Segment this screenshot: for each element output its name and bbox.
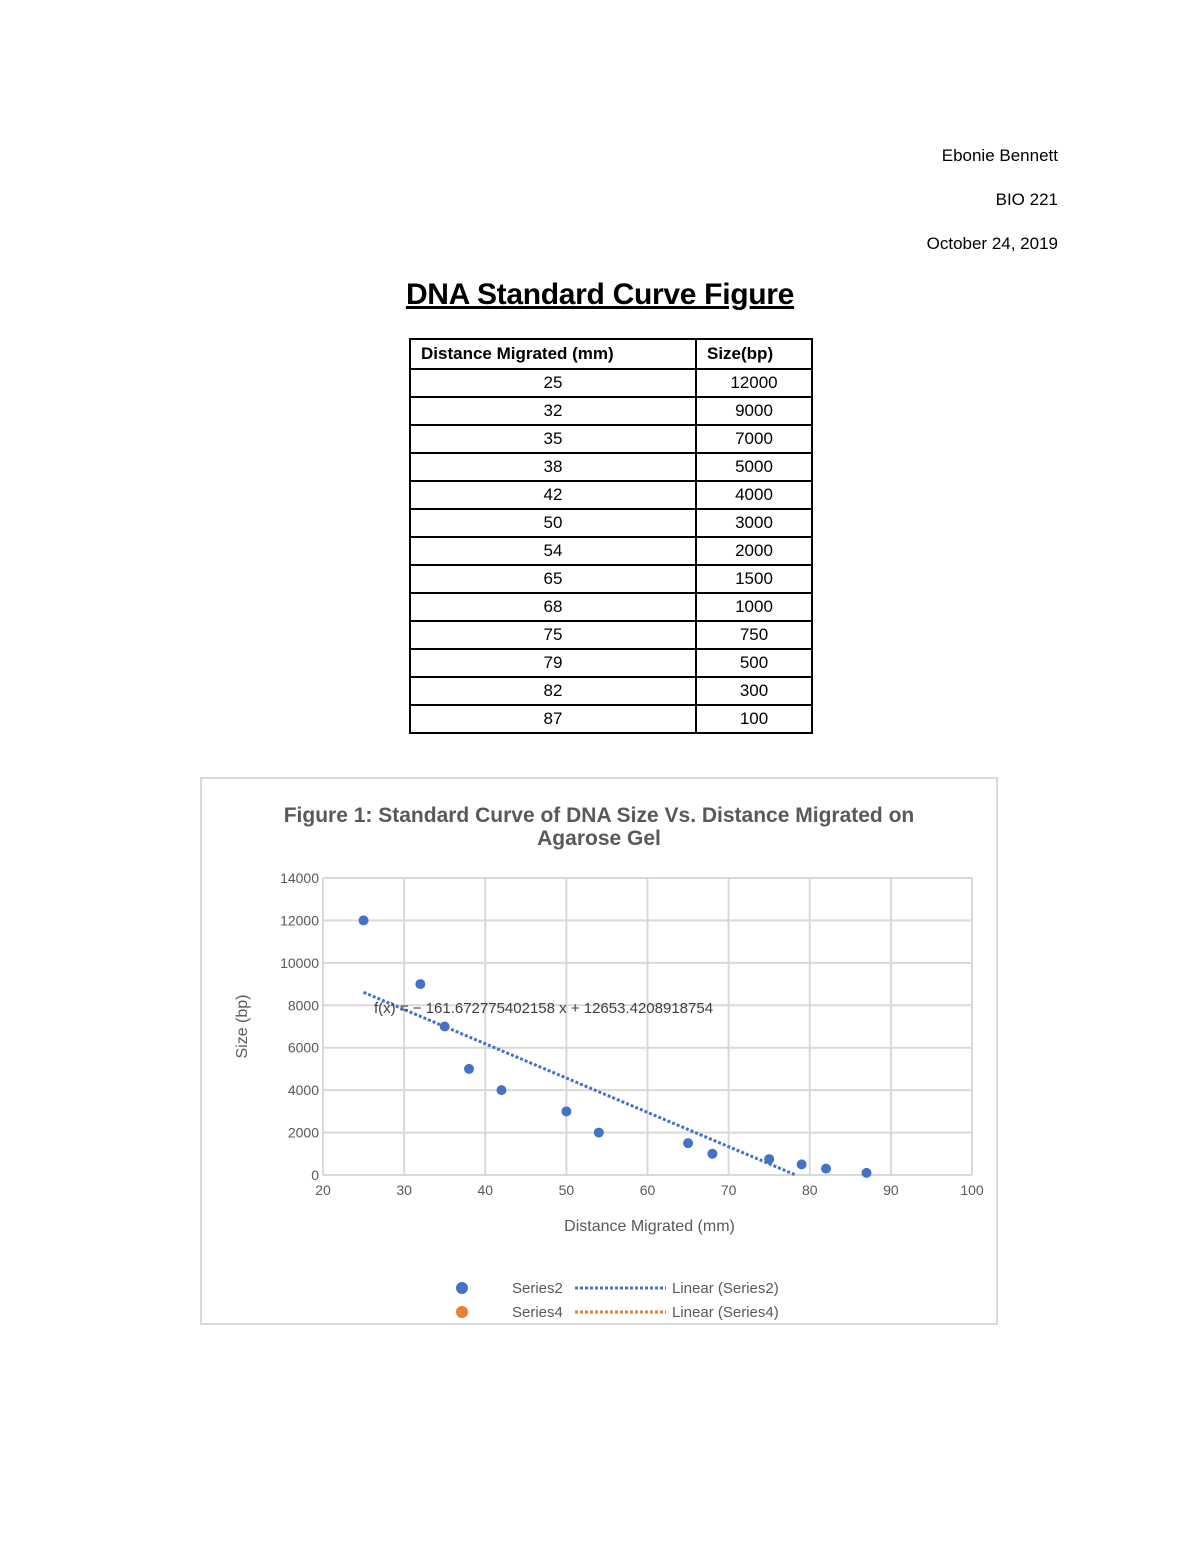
cell-distance: 68 (410, 593, 696, 621)
cell-distance: 42 (410, 481, 696, 509)
x-tick-label: 70 (720, 1182, 737, 1198)
x-axis-label: Distance Migrated (mm) (564, 1218, 735, 1235)
document-date: October 24, 2019 (926, 234, 1058, 253)
x-tick-label: 80 (801, 1182, 818, 1198)
data-point-series2 (764, 1154, 774, 1164)
x-tick-label: 60 (639, 1182, 656, 1198)
legend-label-linear-series2: Linear (Series2) (672, 1280, 779, 1297)
legend-label-linear-series4: Linear (Series4) (672, 1304, 779, 1321)
table-row (410, 649, 812, 677)
data-point-series2 (797, 1159, 807, 1169)
table-row (410, 509, 812, 537)
data-point-series2 (440, 1022, 450, 1032)
y-tick-label: 12000 (280, 912, 319, 929)
table-row (410, 621, 812, 649)
cell-distance: 25 (410, 369, 696, 397)
table-row (410, 593, 812, 621)
cell-distance: 35 (410, 425, 696, 453)
table-row (410, 677, 812, 705)
cell-size: 2000 (696, 537, 812, 565)
y-tick-label: 10000 (280, 954, 319, 971)
trendline-equation: f(x) = − 161.672775402158 x + 12653.4208918754 (374, 1000, 714, 1017)
data-point-series2 (683, 1138, 693, 1148)
cell-distance: 32 (410, 397, 696, 425)
y-tick-label: 6000 (287, 1039, 319, 1056)
table-row (410, 397, 812, 425)
cell-distance: 82 (410, 677, 696, 705)
trendline-series2 (364, 992, 796, 1175)
cell-size: 9000 (696, 397, 812, 425)
cell-distance: 79 (410, 649, 696, 677)
cell-distance: 65 (410, 565, 696, 593)
data-point-series2 (862, 1168, 872, 1178)
legend-marker-series4 (456, 1306, 468, 1318)
data-point-series2 (496, 1085, 506, 1095)
cell-size: 500 (696, 649, 812, 677)
y-tick-label: 14000 (280, 870, 319, 886)
scatter-chart (202, 779, 996, 1323)
column-header-size: Size(bp) (696, 339, 812, 369)
y-tick-label: 0 (311, 1167, 319, 1183)
cell-distance: 54 (410, 537, 696, 565)
chart-title-line: Agarose Gel (537, 827, 661, 850)
legend-label-series2: Series2 (512, 1280, 563, 1297)
y-tick-label: 2000 (287, 1124, 319, 1141)
chart-title-line: Figure 1: Standard Curve of DNA Size Vs. Distance Migrated on (283, 804, 915, 827)
cell-size: 1000 (696, 593, 812, 621)
x-tick-label: 90 (883, 1182, 899, 1198)
table-row (410, 565, 812, 593)
data-point-series2 (821, 1164, 831, 1174)
cell-size: 300 (696, 677, 812, 705)
data-table (409, 338, 813, 734)
data-point-series2 (359, 915, 369, 925)
y-tick-label: 4000 (287, 1082, 319, 1099)
cell-size: 1500 (696, 565, 812, 593)
table-header-row (410, 339, 812, 369)
cell-size: 12000 (696, 369, 812, 397)
y-tick-label: 8000 (287, 997, 319, 1014)
column-header-distance: Distance Migrated (mm) (410, 339, 696, 369)
cell-size: 4000 (696, 481, 812, 509)
cell-size: 100 (696, 705, 812, 733)
table-row (410, 705, 812, 733)
cell-size: 7000 (696, 425, 812, 453)
cell-size: 750 (696, 621, 812, 649)
table-row (410, 369, 812, 397)
x-tick-label: 100 (960, 1182, 984, 1198)
x-tick-label: 40 (477, 1182, 494, 1198)
cell-distance: 50 (410, 509, 696, 537)
cell-size: 3000 (696, 509, 812, 537)
x-tick-label: 50 (558, 1182, 575, 1198)
table-body (410, 369, 812, 733)
y-axis-label: Size (bp) (234, 994, 251, 1059)
x-tick-label: 20 (315, 1182, 331, 1198)
data-point-series2 (594, 1128, 604, 1138)
data-point-series2 (561, 1106, 571, 1116)
cell-distance: 75 (410, 621, 696, 649)
data-point-series2 (707, 1149, 717, 1159)
table-row (410, 425, 812, 453)
x-tick-label: 30 (396, 1182, 412, 1198)
page-title: DNA Standard Curve Figure (405, 278, 795, 311)
cell-distance: 87 (410, 705, 696, 733)
course-code: BIO 221 (995, 190, 1058, 209)
legend-label-series4: Series4 (512, 1304, 563, 1321)
legend-marker-series2 (456, 1282, 468, 1294)
author-name: Ebonie Bennett (941, 146, 1058, 165)
table-row (410, 453, 812, 481)
data-point-series2 (415, 979, 425, 989)
data-point-series2 (464, 1064, 474, 1074)
chart-frame (200, 777, 998, 1325)
cell-distance: 38 (410, 453, 696, 481)
table-row (410, 481, 812, 509)
table-row (410, 537, 812, 565)
cell-size: 5000 (696, 453, 812, 481)
